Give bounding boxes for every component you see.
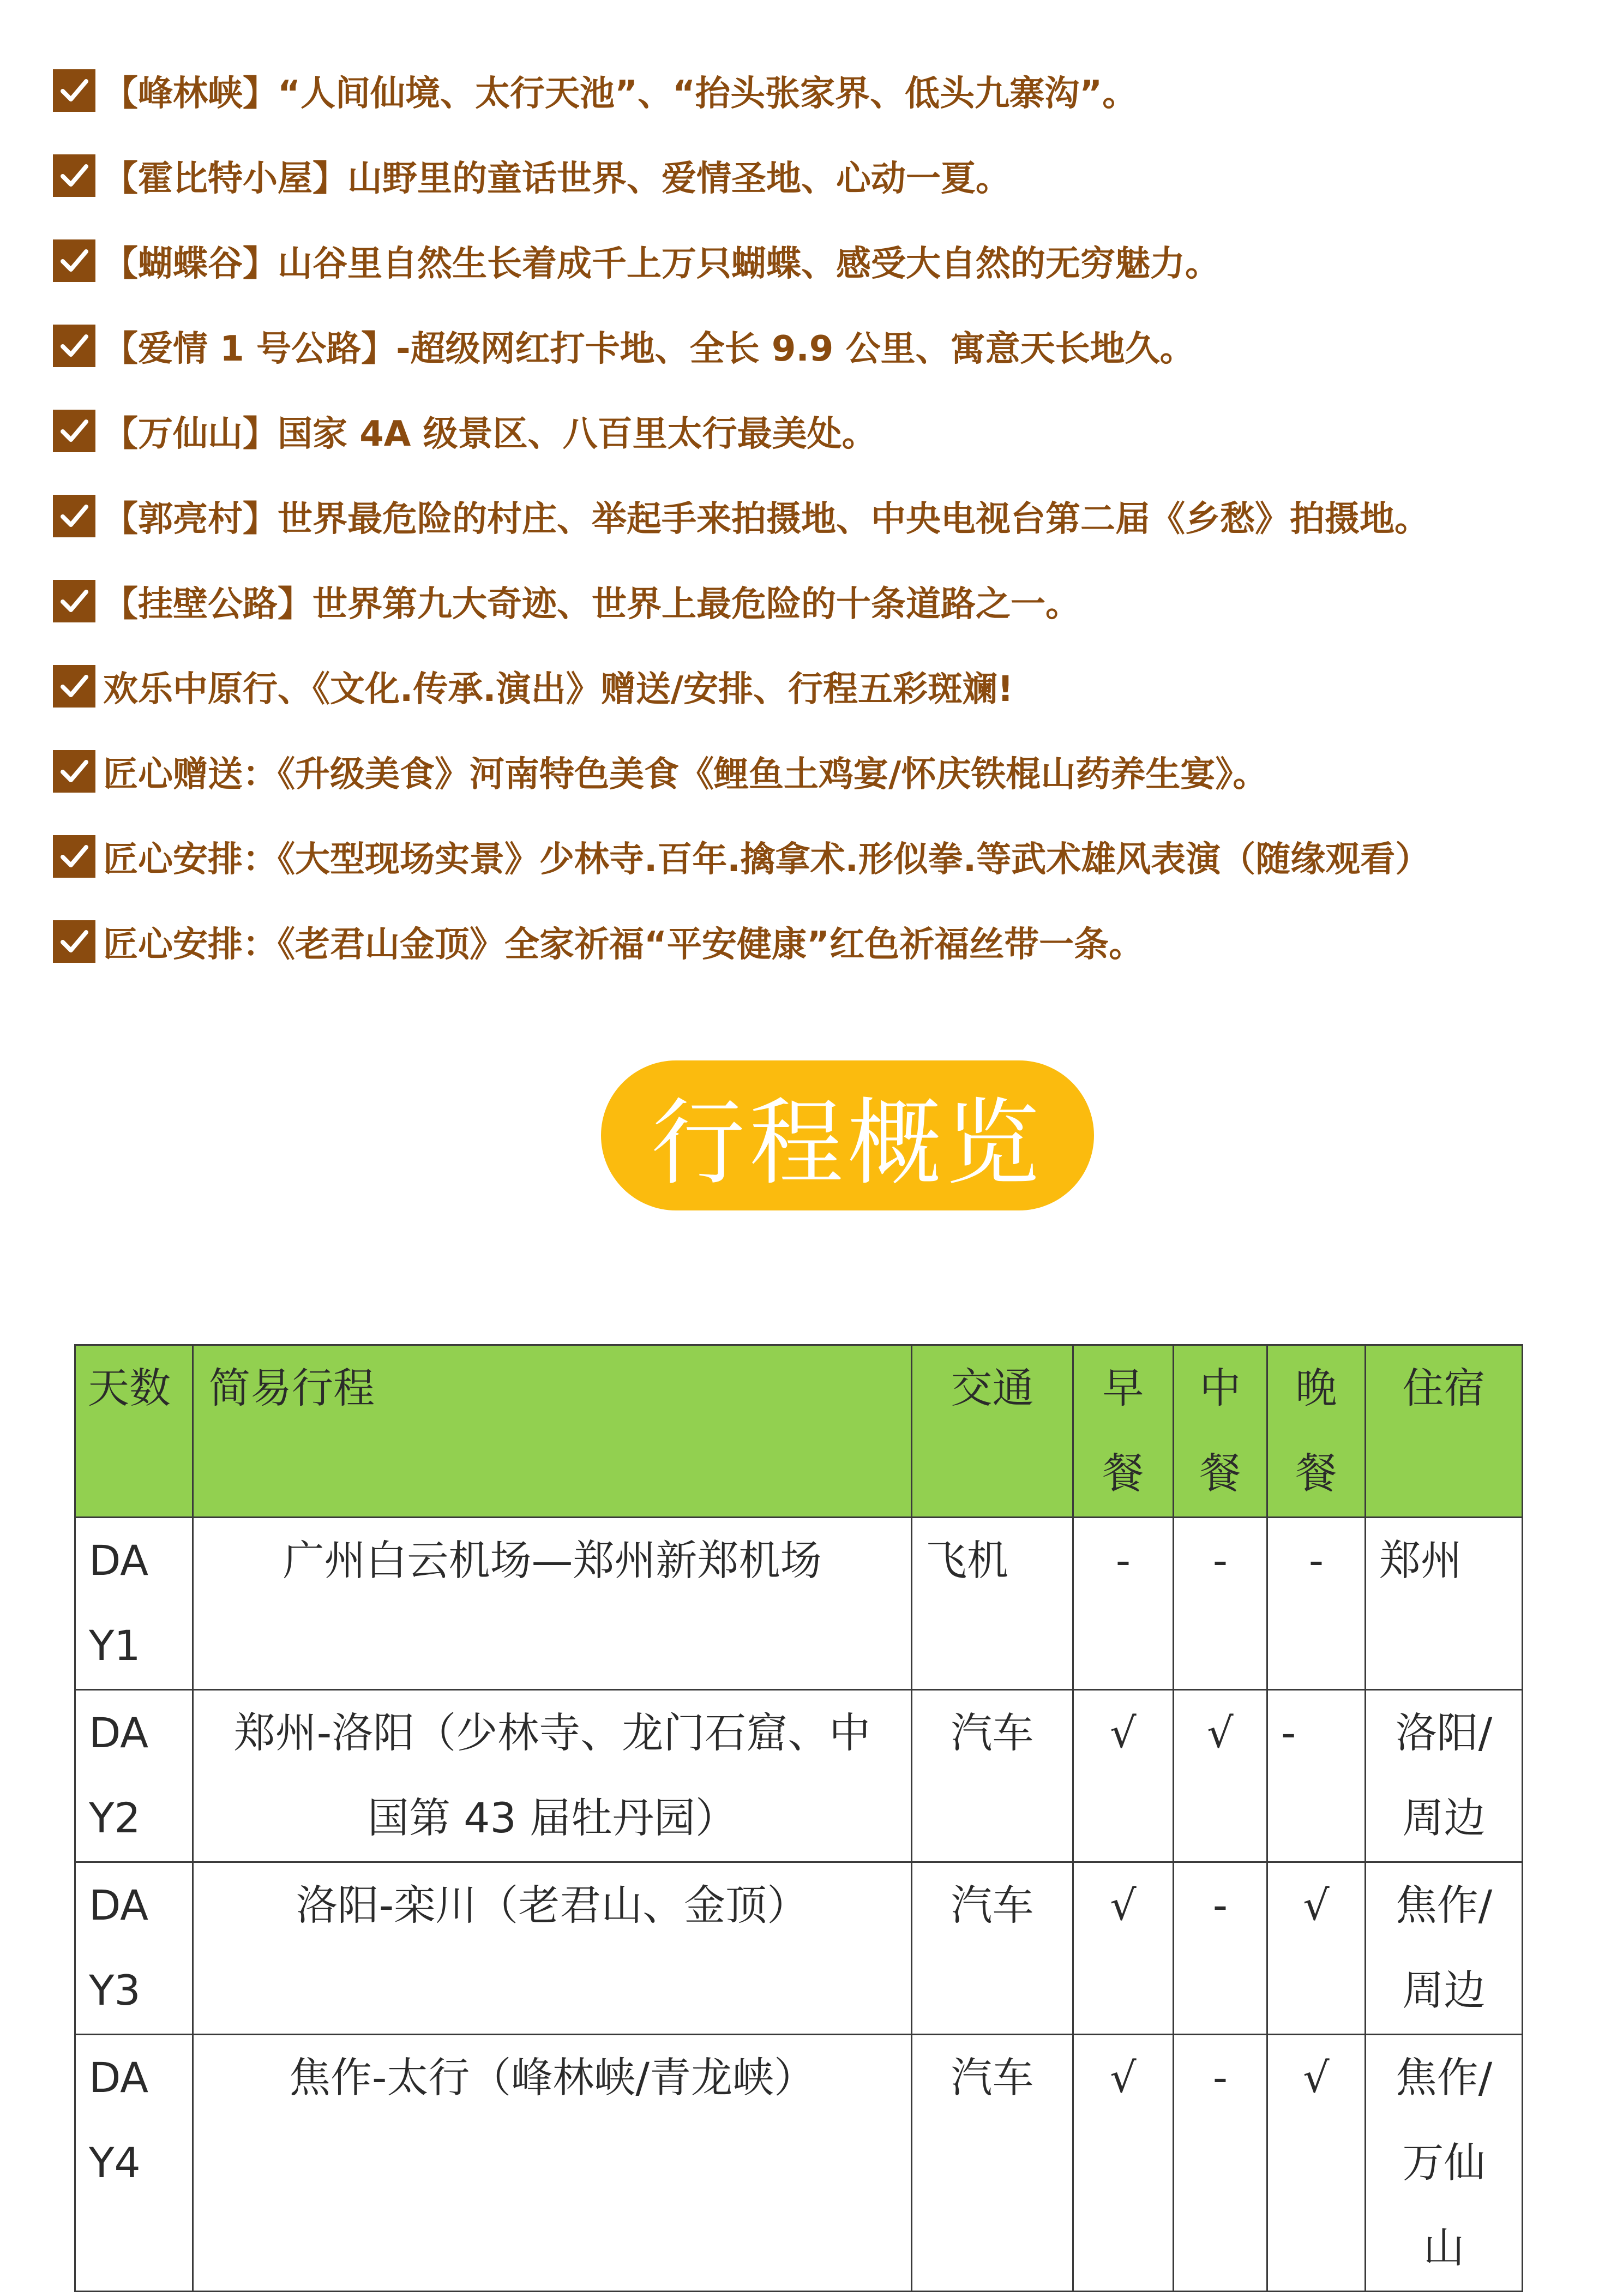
highlight-text: 【蝴蝶谷】山谷里自然生长着成千上万只蝴蝶、感受大自然的无穷魅力。 [103, 244, 1220, 284]
highlight-item [53, 303, 1613, 388]
hotel-cell [1366, 1518, 1523, 1690]
highlight-text: 【爱情 1 号公路】-超级网红打卡地、全长 9.9 公里、寓意天长地久。 [103, 329, 1195, 369]
hotel-line3: 山 [1423, 2223, 1465, 2272]
table-row [75, 2035, 1523, 2292]
hotel-cell [1366, 1690, 1523, 1862]
dinner-cell: √ [1267, 1862, 1366, 2035]
highlight-text: 匠心安排：《大型现场实景》少林寺.百年.擒拿术.形似拳.等武术雄风表演（随缘观看） [103, 840, 1430, 880]
dinner-cell: - [1267, 1690, 1366, 1862]
highlights-list [53, 48, 1613, 984]
highlight-text: 欢乐中原行、《文化.传承.演出》赠送/安排、行程五彩斑斓! [103, 669, 1014, 710]
lunch-cell: √ [1174, 1690, 1267, 1862]
checkbox-icon [53, 410, 95, 452]
header-dinner [1267, 1345, 1366, 1518]
table-header-row [75, 1345, 1523, 1518]
lunch-cell: - [1174, 2035, 1267, 2292]
hotel-line1: 焦作/ [1395, 2053, 1493, 2102]
header-dinner-line1: 晚 [1295, 1364, 1337, 1412]
highlight-text: 【郭亮村】世界最危险的村庄、举起手来拍摄地、中央电视台第二届《乡愁》拍摄地。 [103, 499, 1429, 539]
checkbox-icon [53, 665, 95, 708]
breakfast-cell: √ [1073, 1862, 1174, 2035]
transport-cell: 汽车 [912, 1690, 1073, 1862]
highlight-item [53, 388, 1613, 473]
day-line2: Y1 [89, 1621, 141, 1670]
highlight-text: 【万仙山】国家 4A 级景区、八百里太行最美处。 [103, 414, 877, 454]
checkbox-icon [53, 325, 95, 367]
header-day: 天数 [75, 1345, 193, 1518]
highlight-text: 匠心赠送：《升级美食》河南特色美食《鲤鱼土鸡宴/怀庆铁棍山药养生宴》。 [103, 754, 1268, 795]
checkbox-icon [53, 580, 95, 622]
highlight-item [53, 814, 1613, 899]
checkbox-icon [53, 239, 95, 282]
day-cell [75, 1518, 193, 1690]
header-breakfast-line1: 早 [1102, 1364, 1144, 1412]
day-line1: DA [89, 2053, 149, 2102]
highlight-item [53, 559, 1613, 644]
checkbox-icon [53, 495, 95, 537]
route-cell [193, 1518, 912, 1690]
section-title: 行程概览 [601, 1060, 1094, 1210]
highlight-item [53, 729, 1613, 814]
hotel-line2: 周边 [1402, 1794, 1486, 1842]
checkbox-icon [53, 69, 95, 112]
day-line1: DA [89, 1536, 149, 1585]
checkbox-icon [53, 920, 95, 963]
header-transport: 交通 [912, 1345, 1073, 1518]
highlight-item [53, 48, 1613, 133]
route-line1: 洛阳-栾川（老君山、金顶） [296, 1881, 809, 1929]
route-line1: 广州白云机场—郑州新郑机场 [282, 1536, 822, 1585]
header-dinner-line2: 餐 [1295, 1449, 1337, 1497]
highlight-item [53, 133, 1613, 218]
day-cell [75, 1690, 193, 1862]
route-line1: 焦作-太行（峰林峡/青龙峡） [288, 2053, 816, 2102]
header-hotel: 住宿 [1366, 1345, 1523, 1518]
header-lunch [1174, 1345, 1267, 1518]
highlight-item [53, 644, 1613, 729]
header-lunch-line1: 中 [1199, 1364, 1241, 1412]
day-cell [75, 1862, 193, 2035]
highlight-text: 【霍比特小屋】山野里的童话世界、爱情圣地、心动一夏。 [103, 159, 1011, 199]
highlight-item [53, 473, 1613, 559]
breakfast-cell: - [1073, 1518, 1174, 1690]
checkbox-icon [53, 835, 95, 878]
checkbox-icon [53, 750, 95, 793]
breakfast-cell: √ [1073, 2035, 1174, 2292]
header-lunch-line2: 餐 [1199, 1449, 1241, 1497]
table-row [75, 1690, 1523, 1862]
checkbox-icon [53, 154, 95, 197]
hotel-cell [1366, 2035, 1523, 2292]
day-line2: Y4 [89, 2138, 141, 2187]
highlight-text: 匠心安排：《老君山金顶》全家祈福“平安健康”红色祈福丝带一条。 [103, 925, 1144, 965]
highlight-text: 【峰林峡】“人间仙境、太行天池”、“抬头张家界、低头九寨沟”。 [103, 74, 1138, 114]
header-breakfast [1073, 1345, 1174, 1518]
route-cell [193, 2035, 912, 2292]
day-cell [75, 2035, 193, 2292]
route-line2: 国第 43 届牡丹园） [367, 1794, 737, 1842]
dinner-cell: √ [1267, 2035, 1366, 2292]
header-route: 简易行程 [193, 1345, 912, 1518]
table-row [75, 1862, 1523, 2035]
lunch-cell: - [1174, 1518, 1267, 1690]
hotel-line1: 洛阳/ [1395, 1708, 1493, 1757]
table-row [75, 1518, 1523, 1690]
highlight-text: 【挂壁公路】世界第九大奇迹、世界上最危险的十条道路之一。 [103, 584, 1080, 625]
hotel-line2: 周边 [1402, 1966, 1486, 2015]
hotel-line2: 万仙 [1402, 2138, 1486, 2187]
hotel-line1: 焦作/ [1395, 1881, 1493, 1929]
highlight-item [53, 899, 1613, 984]
day-line1: DA [89, 1708, 149, 1757]
itinerary-table [74, 1344, 1523, 2292]
hotel-cell [1366, 1862, 1523, 2035]
route-line1: 郑州-洛阳（少林寺、龙门石窟、中 [233, 1708, 871, 1757]
hotel-line1: 郑州 [1379, 1536, 1462, 1585]
day-line1: DA [89, 1881, 149, 1929]
route-cell [193, 1690, 912, 1862]
transport-cell: 汽车 [912, 1862, 1073, 2035]
highlight-item [53, 218, 1613, 303]
day-line2: Y3 [89, 1966, 141, 2015]
transport-cell: 汽车 [912, 2035, 1073, 2292]
lunch-cell: - [1174, 1862, 1267, 2035]
transport-cell: 飞机 [912, 1518, 1073, 1690]
breakfast-cell: √ [1073, 1690, 1174, 1862]
header-breakfast-line2: 餐 [1102, 1449, 1144, 1497]
route-cell [193, 1862, 912, 2035]
day-line2: Y2 [89, 1794, 141, 1842]
dinner-cell: - [1267, 1518, 1366, 1690]
